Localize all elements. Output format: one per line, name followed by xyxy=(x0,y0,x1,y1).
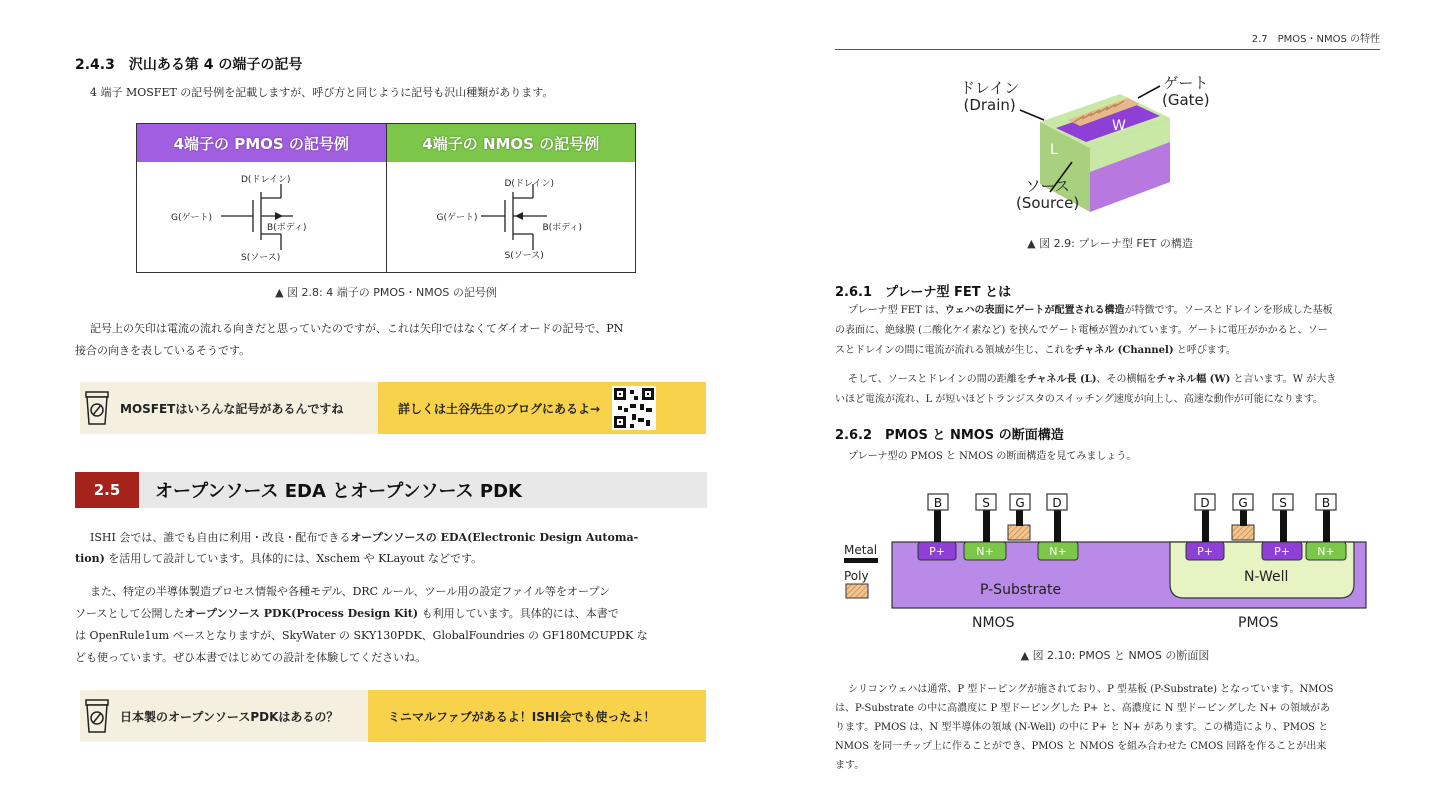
section-2-6-2-intro: プレーナ型の PMOS と NMOS の断面構造を見てみましょう。 xyxy=(848,451,1137,462)
para-arrow-line1: 記号上の矢印は電流の流れる向きだと思っていたのですが、これは矢印ではなくてダイオードの記号で、PN xyxy=(90,322,624,335)
fet-w-label: W xyxy=(1112,118,1126,134)
fet-drain-label xyxy=(960,80,1019,114)
nmos-pplus-label: P+ xyxy=(929,545,945,558)
para-2-5-a-line1-text: ISHI 会では、誰でも自由に利用・改良・配布できる xyxy=(90,531,351,544)
figure-2-8-caption: ▲ 図 2.8: 4 端子の PMOS・NMOS の記号例 xyxy=(275,286,497,299)
pmos-label: PMOS xyxy=(1238,615,1279,631)
fet-l-label: L xyxy=(1050,142,1058,158)
fet-source-label xyxy=(1016,178,1079,212)
para-2-6-1-a-line2: の表面に、絶縁膜 (二酸化ケイ素など) を挟んでゲート電極が置かれています。ゲートに電圧がかかると、ソー xyxy=(835,325,1328,336)
mosfet-symbol-table xyxy=(136,123,636,273)
tip-banner-1-question-text: MOSFETはいろんな記号があるんですね xyxy=(120,401,344,416)
nmos-terminal-d: D xyxy=(1052,496,1062,510)
para-2-6-1-b-l1-d: チャネル幅 (W) xyxy=(1156,374,1231,385)
nmos-poly-gate xyxy=(1008,525,1030,540)
pmos-source-label: S(ソース) xyxy=(241,253,281,263)
para-2-6-1-b-l1-b: チャネル長 (L) xyxy=(1026,374,1097,385)
para-2-5-b-line2-bold: オープンソース PDK(Process Design Kit) xyxy=(184,607,419,620)
legend-metal-swatch xyxy=(844,558,878,563)
pmos-pplus-label-1: P+ xyxy=(1197,545,1213,558)
para-last-line2: は、P-Substrate の中に高濃度に P 型ドーピングした P+ と、高濃度に N 型ドーピングした N+ の領域があ xyxy=(835,703,1331,714)
para-last-line5: ます。 xyxy=(835,760,865,771)
para-2-5-a-line2-text: を活用して設計しています。具体的には、Xschem や KLayout などです。 xyxy=(104,552,483,565)
section-2-5-number: 2.5 xyxy=(75,472,139,508)
tip-banner-1-question xyxy=(80,382,378,434)
fet-gate-en: (Gate) xyxy=(1162,91,1210,109)
para-2-6-1-b-l1-a: そして、ソースとドレインの間の距離を xyxy=(848,374,1027,385)
para-2-5-b-line1: また、特定の半導体製造プロセス情報や各種モデル、DRC ルール、ツール用の設定ファイル等をオープン xyxy=(90,585,611,598)
fet-source-jp: ソース xyxy=(1025,177,1070,195)
nmos-source-label: S(ソース) xyxy=(504,251,544,261)
para-2-6-1-a-line1 xyxy=(848,301,1333,321)
coffee-cup-icon xyxy=(84,390,110,426)
pmos-body-label: B(ボディ) xyxy=(267,223,307,233)
nmos-nplus-label-2: N+ xyxy=(1049,545,1067,558)
tip-banner-2-question xyxy=(80,690,368,742)
section-2-5-title: オープンソース EDA とオープンソース PDK xyxy=(155,481,523,502)
tip-banner-2 xyxy=(80,690,706,742)
running-head: 2.7 PMOS・NMOS の特性 xyxy=(835,30,1380,50)
para-2-5-b-line2-text-c: も利用しています。具体的には、本書で xyxy=(418,607,619,620)
pmos-poly-gate xyxy=(1232,525,1254,540)
nmos-terminal-b: B xyxy=(933,496,943,510)
para-2-5-a-line1-bold: オープンソースの EDA(Electronic Design Automa- xyxy=(350,531,639,544)
nmos-terminal-g: G xyxy=(1015,496,1025,510)
para-arrow-line2: 接合の向きを表しているそうです。 xyxy=(75,344,251,357)
pmos-symbol-body xyxy=(137,162,386,272)
nmos-symbol-column xyxy=(386,124,636,272)
legend-poly-label: Poly xyxy=(844,569,869,583)
nmos-symbol-header: 4端子の NMOS の記号例 xyxy=(387,124,636,162)
tip-banner-2-question-text: 日本製のオープンソースPDKはあるの？ xyxy=(120,709,339,724)
pmos-pplus-label-2: P+ xyxy=(1274,545,1290,558)
p-substrate-label: P-Substrate xyxy=(980,582,1062,598)
para-2-6-1-a-l3-text: スとドレインの間に電流が流れる領域が生じ、これを xyxy=(835,345,1075,356)
fet-drain-jp: ドレイン xyxy=(960,79,1020,97)
section-2-6-2-title: 2.6.2 PMOS と NMOS の断面構造 xyxy=(835,428,1064,443)
pmos-drain-label: D(ドレイン) xyxy=(241,175,291,185)
figure-2-9-caption: ▲ 図 2.9: プレーナ型 FET の構造 xyxy=(1027,237,1193,250)
pmos-terminal-g: G xyxy=(1238,496,1248,510)
tip-banner-2-answer xyxy=(368,690,706,742)
pmos-nplus-label: N+ xyxy=(1317,545,1335,558)
nmos-label: NMOS xyxy=(972,615,1015,631)
section-2-4-3-title: 2.4.3 沢山ある第 4 の端子の記号 xyxy=(75,57,303,73)
fet-gate-jp: ゲート xyxy=(1163,74,1209,92)
qr-code-icon[interactable] xyxy=(612,386,656,430)
pmos-symbol-column xyxy=(137,124,386,272)
coffee-cup-icon xyxy=(84,698,110,734)
para-last-line1: シリコンウェハは通常、P 型ドーピングが施されており、P 型基板 (P-Substrate) となっています。NMOS xyxy=(848,684,1334,695)
nmos-symbol-body xyxy=(387,162,636,272)
para-2-5-b-line2 xyxy=(75,604,619,624)
para-2-5-b-line3: は OpenRule1um ベースとなりますが、SkyWater の SKY130PDK、GlobalFoundries の GF180MCUPDK な xyxy=(75,629,648,642)
para-2-6-1-a-l1-text: プレーナ型 FET は、 xyxy=(848,305,945,316)
tip-banner-1-answer-text: 詳しくは土谷先生のブログにあるよ→ xyxy=(398,401,601,416)
para-2-6-1-a-line3 xyxy=(835,341,1236,361)
nmos-drain-label: D(ドレイン) xyxy=(504,179,555,189)
para-2-5-a-line2 xyxy=(75,549,482,569)
para-2-6-1-a-l1-text-c: が特徴です。ソースとドレインを形成した基板 xyxy=(1124,305,1333,316)
para-2-6-1-b-line1 xyxy=(848,370,1336,390)
fet-gate-label xyxy=(1162,75,1210,109)
section-2-4-3-intro: 4 端子 MOSFET の記号例を記載しますが、呼び方と同じように記号も沢山種類があります。 xyxy=(90,86,554,99)
n-well-label: N-Well xyxy=(1244,569,1289,585)
tip-banner-2-answer-text: ミニマルファブがあるよ！ISHI会でも使ったよ！ xyxy=(388,709,656,724)
nmos-nplus-label-1: N+ xyxy=(976,545,994,558)
pmos-symbol-header: 4端子の PMOS の記号例 xyxy=(137,124,386,162)
para-2-5-a-line2-bold: tion) xyxy=(75,552,105,565)
pmos-nmos-cross-section xyxy=(840,488,1380,634)
para-last-line4: NMOS を同一チップ上に作ることができ、PMOS と NMOS を組み合わせた CMOS 回路を作ることが出来 xyxy=(835,741,1327,752)
pmos-gate-label: G(ゲート) xyxy=(171,213,212,223)
para-2-6-1-b-line2: いほど電流が流れ、L が短いほどトランジスタのスイッチング速度が向上し、高速な動作が可能になります。 xyxy=(835,394,1323,405)
legend-metal-label: Metal xyxy=(844,543,878,557)
section-2-5-heading xyxy=(75,472,707,508)
pmos-terminal-s: S xyxy=(1279,496,1287,510)
para-2-6-1-a-l1-bold: ウェハの表面にゲートが配置される構造 xyxy=(944,305,1125,316)
para-2-6-1-b-l1-c: 、その横幅を xyxy=(1096,374,1157,385)
para-2-5-b-line2-text-a: ソースとして公開した xyxy=(75,607,185,620)
para-2-5-b-line4: ども使っています。ぜひ本書ではじめての設計を体験してくださいね。 xyxy=(75,651,427,664)
para-2-6-1-a-l3-bold: チャネル (Channel) xyxy=(1074,345,1174,356)
tip-banner-1-answer xyxy=(378,382,706,434)
tip-banner-1 xyxy=(80,382,706,434)
para-last-line3: ります。PMOS は、N 型半導体の領域 (N-Well) の中に P+ と N+ があります。この構造により、PMOS と xyxy=(835,722,1329,733)
nmos-gate-label: G(ゲート) xyxy=(436,213,478,223)
legend-poly-swatch xyxy=(846,584,868,598)
para-2-6-1-b-l1-e: と言います。W が大き xyxy=(1230,374,1337,385)
section-2-6-1-title: 2.6.1 プレーナ型 FET とは xyxy=(835,285,1012,300)
pmos-terminal-b: B xyxy=(1321,496,1331,510)
para-2-6-1-a-l3-text-c: と呼びます。 xyxy=(1173,345,1236,356)
figure-2-10-caption: ▲ 図 2.10: PMOS と NMOS の断面図 xyxy=(1020,649,1210,662)
fet-source-en: (Source) xyxy=(1016,194,1080,212)
para-2-5-a-line1 xyxy=(90,528,638,548)
nmos-terminal-s: S xyxy=(982,496,990,510)
fet-drain-en: (Drain) xyxy=(963,96,1016,114)
nmos-body-label: B(ボディ) xyxy=(542,223,582,233)
pmos-terminal-d: D xyxy=(1200,496,1210,510)
